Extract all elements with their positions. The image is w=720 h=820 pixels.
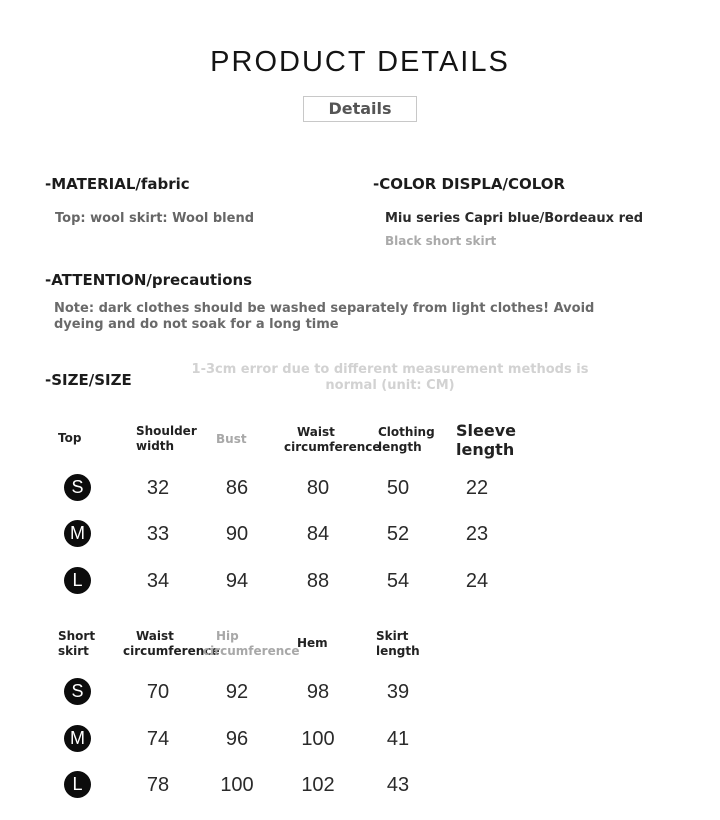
skirt-table-label <box>58 629 95 659</box>
material-text: Top: wool skirt: Wool blend <box>55 211 255 226</box>
header-line: length <box>376 644 420 658</box>
table-cell: 39 <box>386 681 410 703</box>
table-cell: 90 <box>225 523 249 545</box>
attention-line-1: Note: dark clothes should be washed separately from light clothes! Avoid <box>54 301 595 316</box>
table-cell: 32 <box>146 477 170 499</box>
header-line: circumference <box>123 644 220 658</box>
top-header-shoulder-width <box>136 424 197 454</box>
table-cell: 52 <box>386 523 410 545</box>
header-line: Hem <box>297 636 328 650</box>
table-cell: 92 <box>225 681 249 703</box>
size-note <box>160 362 620 394</box>
size-s-badge: S <box>64 474 91 501</box>
header-line: length <box>456 440 515 459</box>
top-header-bust <box>216 432 247 447</box>
header-line: width <box>136 439 175 453</box>
table-cell: 88 <box>306 570 330 592</box>
color-text: Miu series Capri blue/Bordeaux red <box>385 211 644 226</box>
table-cell: 22 <box>465 477 489 499</box>
header-line: circumference <box>284 440 381 454</box>
table-cell: 74 <box>146 728 170 750</box>
header-line: circumference <box>203 644 300 658</box>
table-cell: 24 <box>465 570 489 592</box>
label-line: skirt <box>58 644 89 658</box>
color-heading: -COLOR DISPLA/COLOR <box>373 175 566 193</box>
table-cell: 41 <box>386 728 410 750</box>
table-cell: 54 <box>386 570 410 592</box>
table-cell: 43 <box>386 774 410 796</box>
size-heading: -SIZE/SIZE <box>45 371 132 389</box>
skirt-header-skirt-length <box>376 629 420 659</box>
header-line: Clothing <box>378 425 435 439</box>
top-header-sleeve-length <box>456 421 516 459</box>
header-line: Sleeve <box>456 421 516 440</box>
table-cell: 100 <box>220 774 254 796</box>
size-l-badge: L <box>64 567 91 594</box>
table-cell: 78 <box>146 774 170 796</box>
size-note-line-1: 1-3cm error due to different measurement methods is <box>191 362 589 377</box>
skirt-header-hip-circumference <box>203 629 300 659</box>
label-line: Short <box>58 629 96 643</box>
table-cell: 33 <box>146 523 170 545</box>
details-label: Details <box>303 96 417 122</box>
table-cell: 80 <box>306 477 330 499</box>
header-line: Bust <box>216 432 247 446</box>
table-cell: 96 <box>225 728 249 750</box>
table-cell: 50 <box>386 477 410 499</box>
header-line: Waist <box>297 425 335 439</box>
attention-line-2: dyeing and do not soak for a long time <box>54 317 339 332</box>
size-s-badge: S <box>64 678 91 705</box>
size-m-badge: M <box>64 520 91 547</box>
header-line: Waist <box>136 629 174 643</box>
table-cell: 23 <box>465 523 489 545</box>
table-cell: 98 <box>306 681 330 703</box>
attention-note <box>54 301 594 333</box>
skirt-header-hem <box>297 636 328 651</box>
table-cell: 34 <box>146 570 170 592</box>
table-cell: 70 <box>146 681 170 703</box>
material-heading: -MATERIAL/fabric <box>45 175 190 193</box>
size-note-line-2: normal (unit: CM) <box>325 378 455 393</box>
table-cell: 94 <box>225 570 249 592</box>
header-line: length <box>378 440 422 454</box>
table-cell: 86 <box>225 477 249 499</box>
table-cell: 84 <box>306 523 330 545</box>
attention-heading: -ATTENTION/precautions <box>45 271 253 289</box>
color-subtext: Black short skirt <box>385 234 497 248</box>
page-title: PRODUCT DETAILS <box>210 46 510 78</box>
top-table-label: Top <box>58 431 82 445</box>
size-l-badge: L <box>64 771 91 798</box>
table-cell: 100 <box>301 728 335 750</box>
top-header-clothing-length <box>378 425 435 455</box>
top-header-waist-circumference <box>284 425 381 455</box>
header-line: Skirt <box>376 629 409 643</box>
header-line: Shoulder <box>136 424 197 438</box>
header-line: Hip <box>216 629 239 643</box>
table-cell: 102 <box>301 774 335 796</box>
size-m-badge: M <box>64 725 91 752</box>
